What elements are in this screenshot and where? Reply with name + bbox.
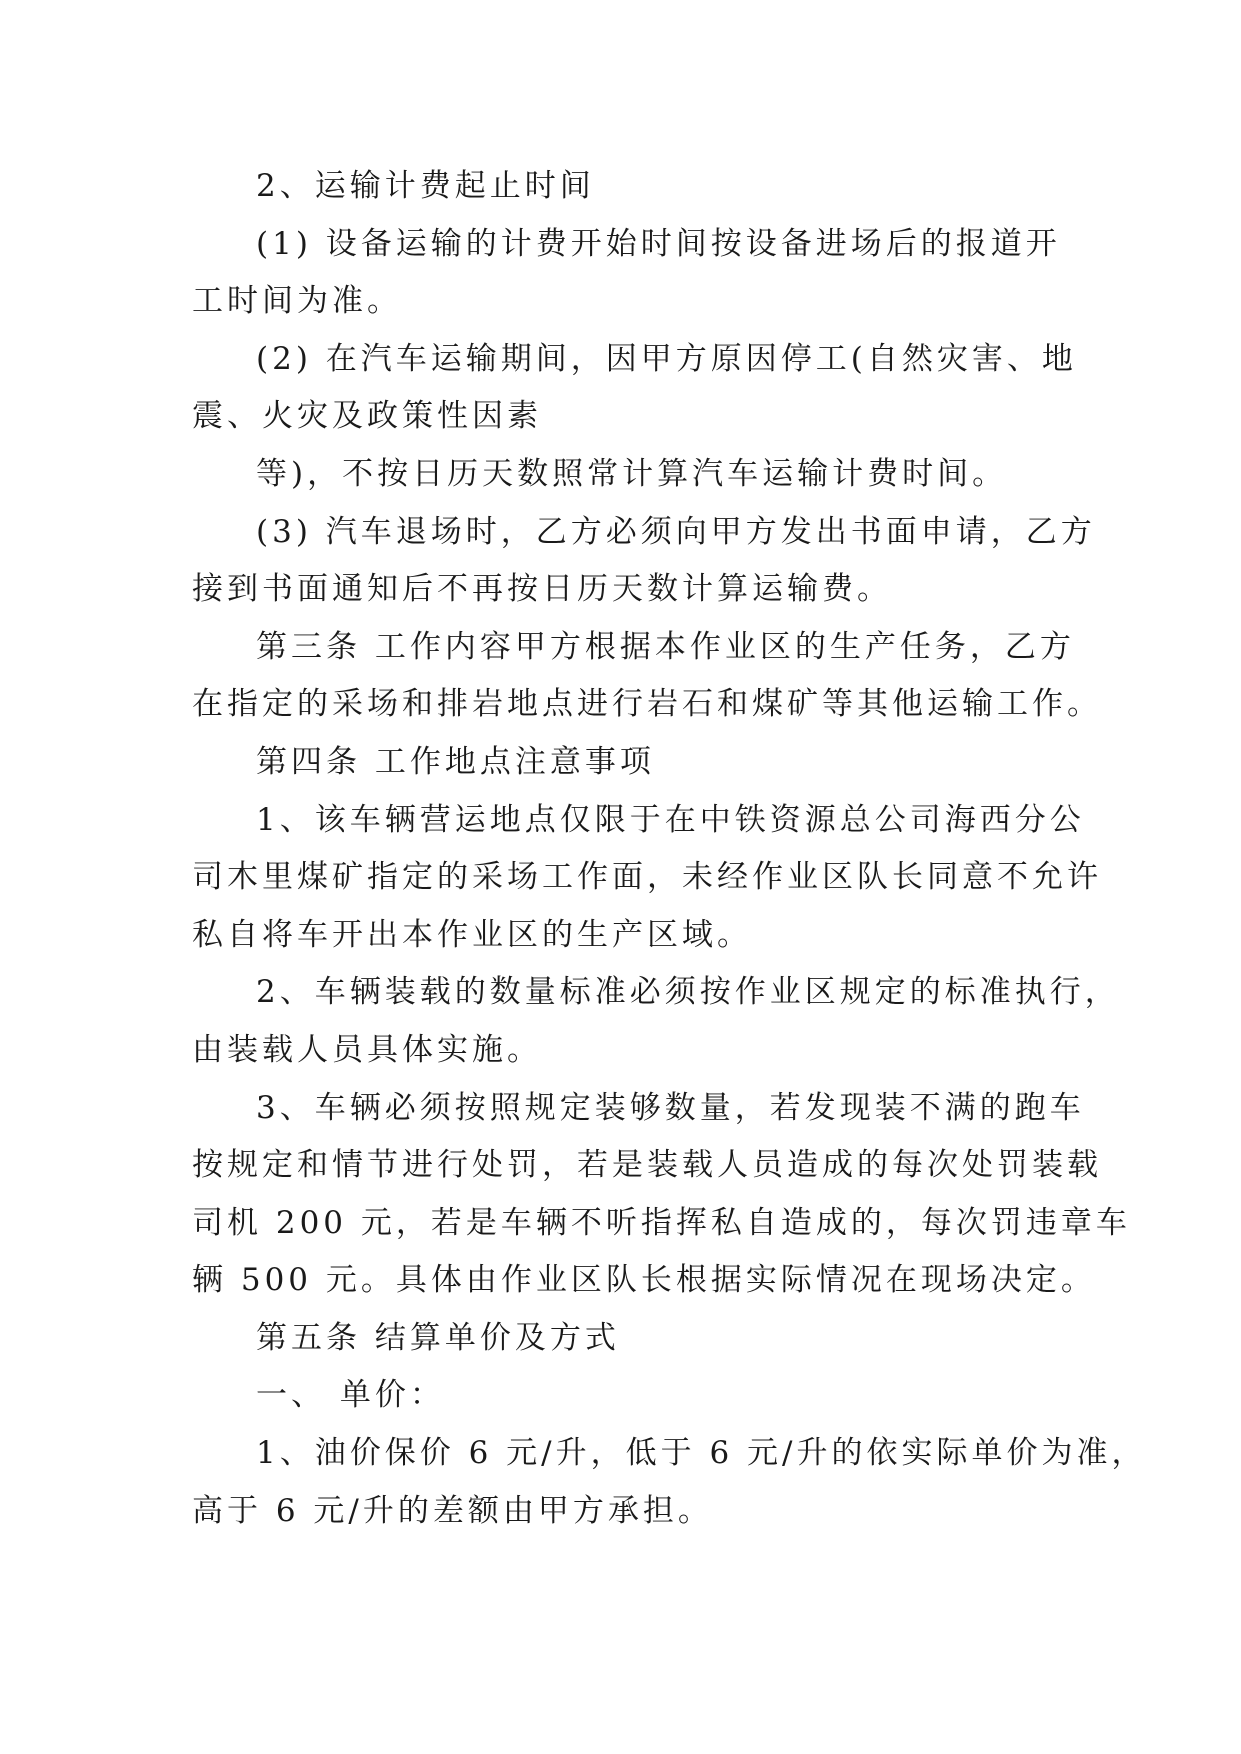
- text-line: 司机 200 元，若是车辆不听指挥私自造成的，每次罚违章车: [192, 1204, 1131, 1241]
- text-line: 私自将车开出本作业区的生产区域。: [192, 916, 752, 953]
- text-line: 高于 6 元/升的差额由甲方承担。: [192, 1492, 713, 1529]
- text-line: 1、油价保价 6 元/升，低于 6 元/升的依实际单价为准，: [256, 1435, 1147, 1472]
- text-line: (2) 在汽车运输期间，因甲方原因停工(自然灾害、地: [256, 340, 1077, 377]
- text-line: (3) 汽车退场时，乙方必须向甲方发出书面申请，乙方: [256, 513, 1096, 550]
- text-line: 按规定和情节进行处罚，若是装载人员造成的每次处罚装载: [192, 1147, 1102, 1184]
- text-line: 1、该车辆营运地点仅限于在中铁资源总公司海西分公: [256, 801, 1085, 838]
- text-line: 在指定的采场和排岩地点进行岩石和煤矿等其他运输工作。: [192, 686, 1102, 723]
- text-line: 第四条 工作地点注意事项: [256, 743, 655, 780]
- text-line: 工时间为准。: [192, 283, 402, 320]
- text-line: 等)，不按日历天数照常计算汽车运输计费时间。: [256, 455, 1008, 492]
- text-line: 接到书面通知后不再按日历天数计算运输费。: [192, 571, 892, 608]
- text-line: 震、火灾及政策性因素: [192, 398, 542, 435]
- text-line: (1) 设备运输的计费开始时间按设备进场后的报道开: [256, 225, 1061, 262]
- text-line: 2、车辆装载的数量标准必须按作业区规定的标准执行，: [256, 974, 1120, 1011]
- text-line: 一、 单价：: [256, 1377, 445, 1414]
- text-line: 由装载人员具体实施。: [192, 1031, 542, 1068]
- text-line: 第五条 结算单价及方式: [256, 1319, 620, 1356]
- text-line: 司木里煤矿指定的采场工作面，未经作业区队长同意不允许: [192, 859, 1102, 896]
- document-body: [192, 158, 1147, 1540]
- text-line: 3、车辆必须按照规定装够数量，若发现装不满的跑车: [256, 1089, 1085, 1126]
- text-line: 第三条 工作内容甲方根据本作业区的生产任务，乙方: [256, 628, 1075, 665]
- text-line: 辆 500 元。具体由作业区队长根据实际情况在现场决定。: [192, 1262, 1096, 1299]
- text-line: 2、运输计费起止时间: [256, 168, 595, 204]
